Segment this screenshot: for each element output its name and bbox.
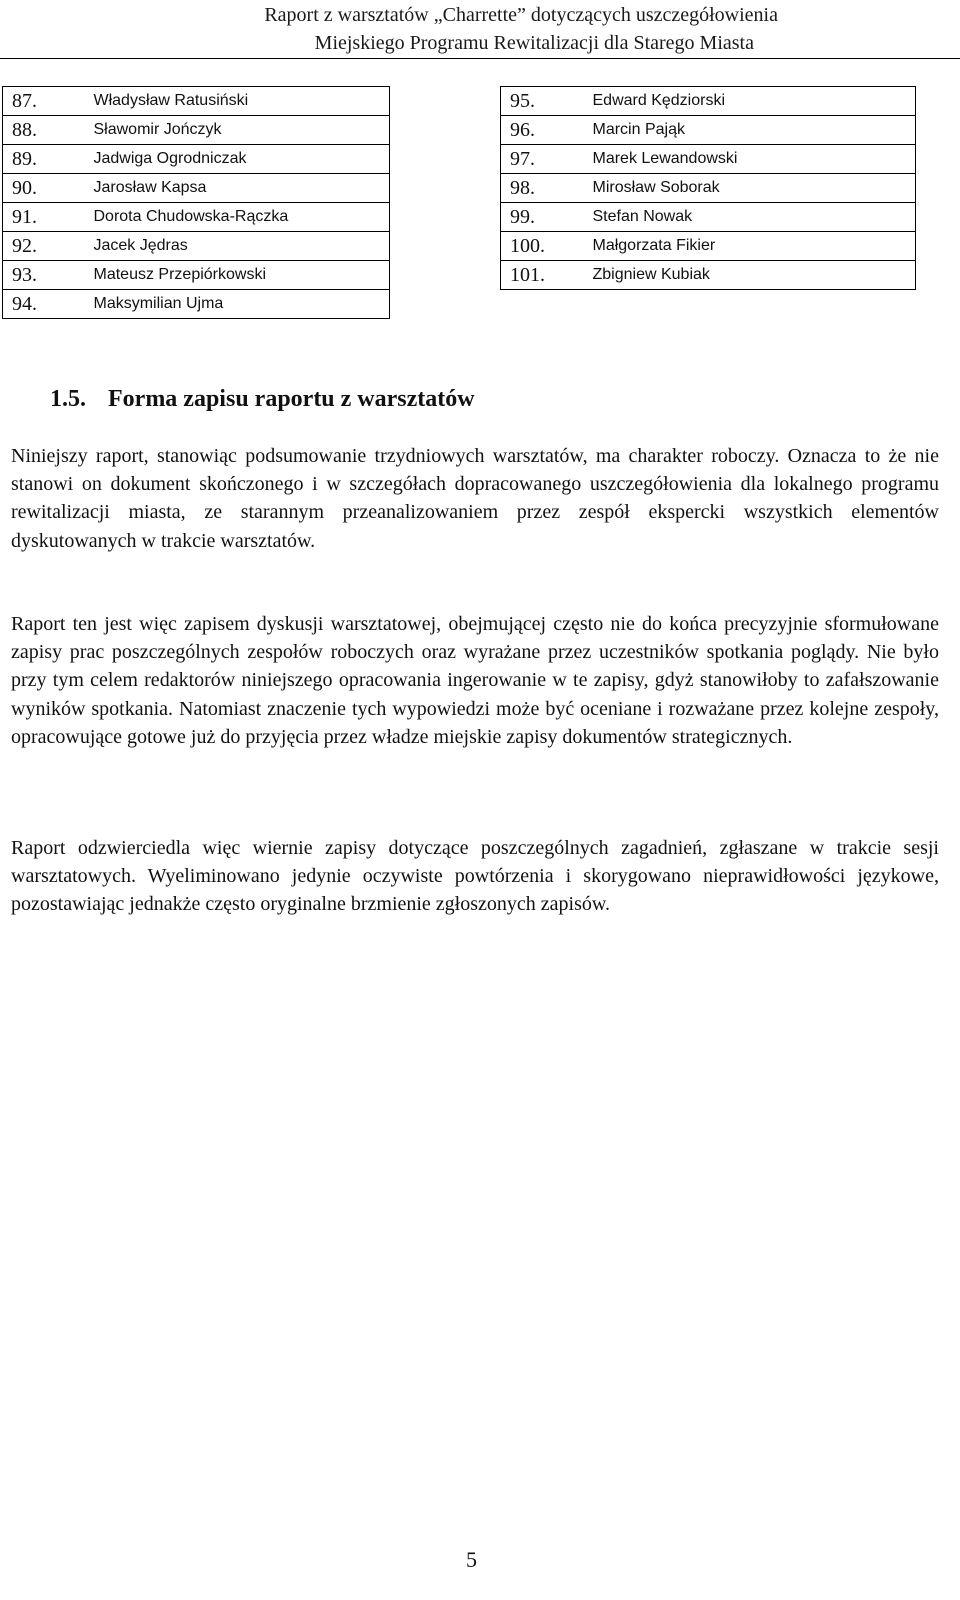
participant-number: 96. [501,116,585,145]
participant-name: Władysław Ratusiński [86,87,390,116]
table-row [3,261,390,290]
table-row [3,145,390,174]
participant-name: Jadwiga Ogrodniczak [86,145,390,174]
participant-number: 90. [3,174,86,203]
table-row [3,174,390,203]
participants-table-right [500,86,916,290]
table-row [501,203,916,232]
table-row [501,232,916,261]
participant-number: 100. [501,232,585,261]
table-row [3,116,390,145]
participant-number: 98. [501,174,585,203]
participant-number: 87. [3,87,86,116]
section-heading [50,386,475,413]
paragraph: Niniejszy raport, stanowiąc podsumowanie trzydniowych warsztatów, ma charakter roboczy. Oznacza to że nie stanowi on dokument skończonego i w szczegółach dopracowanego uszczegółowienia dla lokalnego programu rewitalizacji miasta, ze starannym przeanalizowaniem przez zespół ekspercki wszystkich elementów dyskutowanych w trakcie warsztatów. [11,445,939,552]
participant-number: 94. [3,290,86,319]
table-row [3,290,390,319]
participant-number: 101. [501,261,585,290]
participant-name: Małgorzata Fikier [585,232,916,261]
participant-name: Mirosław Soborak [585,174,916,203]
participant-name: Jacek Jędras [86,232,390,261]
table-row [501,87,916,116]
table-row [501,174,916,203]
table-row [3,87,390,116]
paragraph: Raport odzwierciedla więc wiernie zapisy dotyczące poszczególnych zagadnień, zgłaszane w trakcie sesji warsztatowych. Wyeliminowano jedynie oczywiste powtórzenia i skorygowano nieprawidłowości językowe, pozostawiając jednakże często oryginalne brzmienie zgłoszonych zapisów. [11,837,939,916]
participant-number: 93. [3,261,86,290]
participants-table-left [2,86,390,319]
participant-name: Jarosław Kapsa [86,174,390,203]
table-row [501,261,916,290]
participant-number: 89. [3,145,86,174]
participant-number: 92. [3,232,86,261]
table-row [501,145,916,174]
participant-number: 95. [501,87,585,116]
table-row [501,116,916,145]
participant-number: 88. [3,116,86,145]
participant-name: Dorota Chudowska-Rączka [86,203,390,232]
table-row [3,203,390,232]
participant-name: Stefan Nowak [585,203,916,232]
participant-name: Sławomir Jończyk [86,116,390,145]
page-number: 5 [466,1547,477,1572]
participant-name: Marcin Pająk [585,116,916,145]
participant-name: Edward Kędziorski [585,87,916,116]
participant-number: 99. [501,203,585,232]
page-header [0,0,960,59]
participant-name: Marek Lewandowski [585,145,916,174]
header-title-line-1: Raport z warsztatów „Charrette” dotyczących uszczegółowienia [264,4,778,26]
section-number: 1.5. [50,386,86,412]
participant-name: Mateusz Przepiórkowski [86,261,390,290]
participant-name: Maksymilian Ujma [86,290,390,319]
participant-name: Zbigniew Kubiak [585,261,916,290]
section-title: Forma zapisu raportu z warsztatów [108,386,475,412]
participant-number: 91. [3,203,86,232]
paragraph: Raport ten jest więc zapisem dyskusji warsztatowej, obejmującej często nie do końca precyzyjnie sformułowane zapisy prac poszczególnych zespołów roboczych oraz wyrażane przez uczestników spotkania poglądy. Nie było przy tym celem redaktorów niniejszego opracowania ingerowanie w te zapisy, gdyż stanowiłoby to zafałszowanie wyników spotkania. Natomiast znaczenie tych wypowiedzi może być oceniane i rozważane przez kolejne zespoły, opracowujące gotowe już do przyjęcia przez władze miejskie zapisy dokumentów strategicznych. [11,613,939,748]
header-title-line-2: Miejskiego Programu Rewitalizacji dla Starego Miasta [314,32,754,54]
participant-number: 97. [501,145,585,174]
table-row [3,232,390,261]
